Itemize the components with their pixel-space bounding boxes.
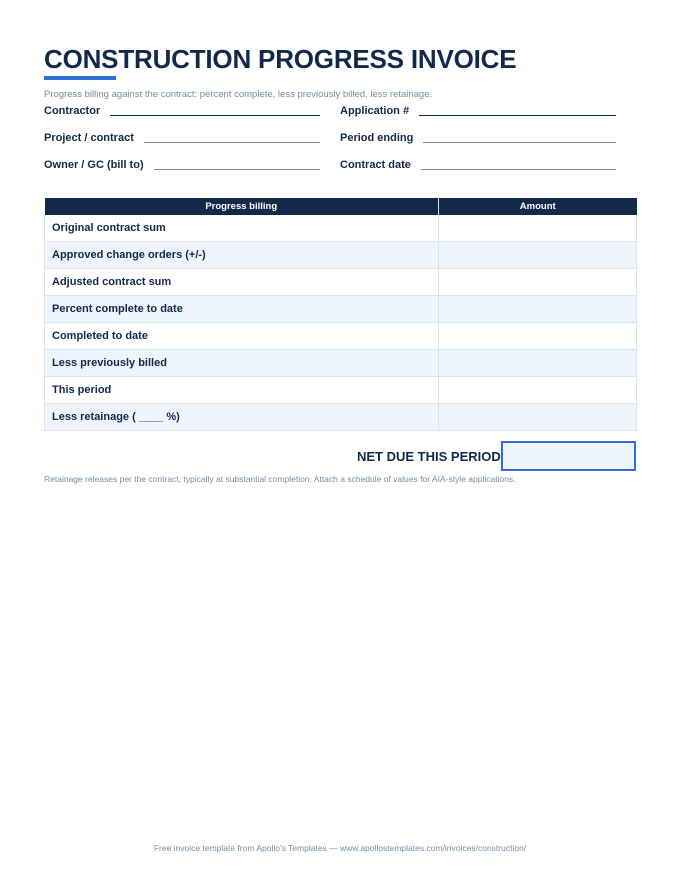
row-label-less-retainage: Less retainage ( ____ %) bbox=[45, 404, 439, 431]
net-due-amount-box[interactable] bbox=[501, 441, 636, 471]
contract-date-label: Contract date bbox=[340, 159, 411, 171]
amount-cell[interactable] bbox=[439, 350, 637, 377]
application-number-field[interactable] bbox=[340, 105, 616, 117]
net-due-label: NET DUE THIS PERIOD bbox=[357, 449, 501, 464]
row-label-less-previously-billed: Less previously billed bbox=[45, 350, 439, 377]
amount-cell[interactable] bbox=[439, 296, 637, 323]
contractor-input-line[interactable] bbox=[110, 114, 320, 116]
table-row bbox=[45, 350, 637, 377]
table-row bbox=[45, 242, 637, 269]
amount-cell[interactable] bbox=[439, 377, 637, 404]
page-title: CONSTRUCTION PROGRESS INVOICE bbox=[44, 44, 517, 74]
row-label-original-contract-sum: Original contract sum bbox=[45, 215, 439, 242]
owner-gc-input-line[interactable] bbox=[154, 168, 320, 170]
amount-cell[interactable] bbox=[439, 323, 637, 350]
header-amount: Amount bbox=[439, 198, 637, 215]
row-label-this-period: This period bbox=[45, 377, 439, 404]
table-row bbox=[45, 377, 637, 404]
row-label-percent-complete: Percent complete to date bbox=[45, 296, 439, 323]
footer-text: Free invoice template from Apollo's Templates — www.apollostemplates.com/invoices/construction/ bbox=[153, 843, 527, 853]
retainage-note: Retainage releases per the contract, typically at substantial completion. Attach a schedule of values for AIA-style applications. bbox=[44, 474, 516, 484]
table-row bbox=[45, 323, 637, 350]
row-label-adjusted-contract-sum: Adjusted contract sum bbox=[45, 269, 439, 296]
period-ending-input-line[interactable] bbox=[423, 141, 616, 143]
project-contract-label: Project / contract bbox=[44, 132, 134, 144]
table-row bbox=[45, 296, 637, 323]
table-header-row bbox=[45, 198, 637, 215]
amount-cell[interactable] bbox=[439, 269, 637, 296]
owner-gc-field[interactable] bbox=[44, 159, 320, 171]
contractor-label: Contractor bbox=[44, 105, 101, 117]
project-contract-field[interactable] bbox=[44, 132, 320, 144]
table-row bbox=[45, 269, 637, 296]
owner-gc-label: Owner / GC (bill to) bbox=[44, 159, 144, 171]
table-row bbox=[45, 404, 637, 431]
amount-cell[interactable] bbox=[439, 215, 637, 242]
title-accent-bar bbox=[44, 76, 116, 80]
contract-date-field[interactable] bbox=[340, 159, 616, 171]
row-label-completed-to-date: Completed to date bbox=[45, 323, 439, 350]
contractor-field[interactable] bbox=[44, 105, 320, 117]
header-progress-billing: Progress billing bbox=[45, 198, 439, 215]
application-number-label: Application # bbox=[340, 105, 410, 117]
application-number-input-line[interactable] bbox=[419, 114, 616, 116]
row-label-approved-change-orders: Approved change orders (+/-) bbox=[45, 242, 439, 269]
amount-cell[interactable] bbox=[439, 404, 637, 431]
period-ending-label: Period ending bbox=[340, 132, 414, 144]
amount-cell[interactable] bbox=[439, 242, 637, 269]
contract-date-input-line[interactable] bbox=[421, 168, 616, 170]
project-contract-input-line[interactable] bbox=[144, 141, 320, 143]
period-ending-field[interactable] bbox=[340, 132, 616, 144]
table-row bbox=[45, 215, 637, 242]
page-subtitle: Progress billing against the contract: percent complete, less previously billed, less retainage. bbox=[44, 89, 433, 100]
progress-billing-table bbox=[44, 198, 637, 431]
